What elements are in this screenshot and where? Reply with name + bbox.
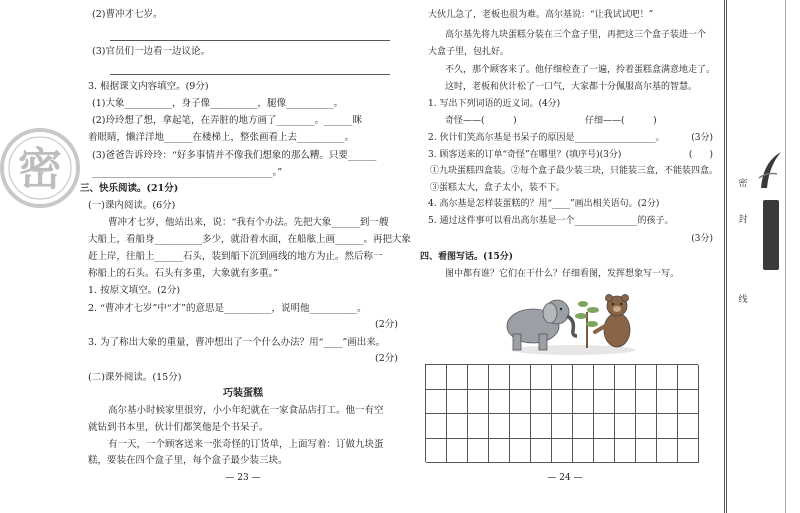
fill-question-title: 3. 根据课文内容填空。(9分) bbox=[88, 81, 209, 92]
answer-line bbox=[110, 74, 390, 75]
binding-strip bbox=[724, 0, 786, 513]
writing-grid-cell bbox=[531, 365, 552, 390]
writing-grid-cell bbox=[615, 414, 636, 439]
writing-grid-cell bbox=[657, 365, 678, 390]
story-title: 巧装蛋糕 bbox=[223, 388, 263, 399]
choice-options: ③蛋糕太大，盒子太小，装不下。 bbox=[430, 183, 566, 193]
question-score: (3分) bbox=[691, 133, 713, 143]
writing-grid-cell bbox=[426, 439, 447, 464]
binding-label: 线 bbox=[738, 295, 748, 305]
writing-grid-cell bbox=[615, 390, 636, 415]
writing-grid-cell bbox=[678, 439, 699, 464]
writing-grid-cell bbox=[426, 365, 447, 390]
writing-grid-cell bbox=[552, 439, 573, 464]
writing-grid-cell bbox=[594, 439, 615, 464]
writing-grid-cell bbox=[531, 390, 552, 415]
illustration-elephant-bear-planting bbox=[495, 286, 645, 356]
writing-grid-cell bbox=[468, 414, 489, 439]
writing-grid-cell bbox=[552, 365, 573, 390]
choice-options: ①九块蛋糕四盒装。②每个盒子最少装三块，只能装三盒，不能装四盒。 bbox=[430, 166, 719, 176]
writing-grid-cell bbox=[468, 390, 489, 415]
writing-grid-cell bbox=[657, 414, 678, 439]
writing-grid-cell bbox=[447, 365, 468, 390]
writing-grid-cell bbox=[489, 439, 510, 464]
writing-grid-cell bbox=[573, 439, 594, 464]
question-score: (2分) bbox=[375, 353, 398, 364]
confidential-stamp bbox=[0, 126, 84, 210]
writing-grid-cell bbox=[636, 365, 657, 390]
page-number: — 23 — bbox=[225, 473, 261, 483]
rewrite-sentence-3: (3)官员们一边看一边议论。 bbox=[92, 46, 210, 57]
writing-grid-cell bbox=[510, 439, 531, 464]
writing-grid-cell bbox=[573, 390, 594, 415]
writing-grid-cell bbox=[636, 390, 657, 415]
publisher-logo-icon bbox=[757, 148, 783, 192]
writing-grid-cell bbox=[657, 390, 678, 415]
writing-grid-cell bbox=[636, 414, 657, 439]
passage-line: 有一天，一个顾客送来一张奇怪的订货单，上面写着：订做九块蛋 bbox=[108, 439, 384, 450]
writing-grid-cell bbox=[594, 390, 615, 415]
sapling bbox=[575, 301, 599, 348]
writing-grid-cell bbox=[573, 365, 594, 390]
writing-grid-cell bbox=[510, 390, 531, 415]
bear bbox=[595, 295, 630, 348]
passage-line: 大伙儿急了，老板也很为难。高尔基说：“让我试试吧！” bbox=[428, 10, 654, 20]
passage-line: 曹冲才七岁，他站出来，说：“我有个办法。先把大象______到一艘 bbox=[108, 217, 389, 228]
answer-parentheses: ( ) bbox=[688, 150, 713, 160]
writing-grid-cell bbox=[573, 414, 594, 439]
writing-grid-cell bbox=[489, 365, 510, 390]
question-1: 1. 按原文填空。(2分) bbox=[88, 285, 181, 296]
writing-grid-cell bbox=[426, 390, 447, 415]
passage-line: 糕，要装在四个盒子里，每个盒子最少装三块。 bbox=[88, 455, 288, 466]
writing-grid bbox=[425, 364, 698, 462]
writing-grid-cell bbox=[678, 414, 699, 439]
question-5: 5. 通过这件事可以看出高尔基是一个______________的孩子。 bbox=[428, 216, 674, 226]
question-score: (2分) bbox=[375, 319, 398, 330]
writing-grid-cell bbox=[615, 365, 636, 390]
fill-line: (3)爸爸告诉玲玲：“好多事情并不像我们想象的那么糟。只要______ bbox=[92, 150, 377, 161]
rewrite-sentence-2: (2)曹冲才七岁。 bbox=[92, 9, 163, 20]
stamp-text: 密 bbox=[18, 144, 62, 195]
question-4: 4. 高尔基是怎样装蛋糕的？用“____”画出相关语句。(2分) bbox=[428, 199, 660, 209]
writing-grid-cell bbox=[657, 439, 678, 464]
writing-grid-cell bbox=[489, 414, 510, 439]
question-score: (3分) bbox=[691, 234, 713, 244]
answer-line bbox=[110, 40, 390, 41]
fill-line: 着眼睛，懒洋洋地______在楼梯上，整张画看上去__________。 bbox=[88, 132, 355, 143]
writing-grid-cell bbox=[468, 365, 489, 390]
passage-line: 高尔基先将九块蛋糕分装在三个盒子里，再把这三个盒子装进一个 bbox=[445, 30, 707, 40]
passage-line: 大船上，看船身__________多少，就沿着水面，在船舷上画______。再把大象 bbox=[88, 234, 412, 245]
section-heading-picture-writing: 四、看图写话。(15分) bbox=[420, 252, 514, 262]
writing-grid-cell bbox=[678, 390, 699, 415]
writing-grid-cell bbox=[489, 390, 510, 415]
question-2: 2. “曹冲才七岁”中“才”的意思是__________，说明他__________。 bbox=[88, 303, 367, 314]
synonym-item: 奇怪——( ) bbox=[445, 116, 517, 126]
publisher-badge-icon bbox=[763, 200, 779, 270]
part-title-in-class-reading: (一)课内阅读。(6分) bbox=[88, 200, 176, 211]
section-heading-reading: 三、快乐阅读。(21分) bbox=[80, 183, 179, 194]
writing-grid-cell bbox=[426, 414, 447, 439]
writing-grid-cell bbox=[678, 365, 699, 390]
question-3: 3. 顾客送来的订单“奇怪”在哪里？(填序号)(3分) bbox=[428, 150, 622, 160]
writing-grid-cell bbox=[531, 414, 552, 439]
synonym-item: 仔细——( ) bbox=[585, 116, 657, 126]
writing-grid-cell bbox=[552, 390, 573, 415]
part-title-extra-reading: (二)课外阅读。(15分) bbox=[88, 372, 182, 383]
writing-prompt: 图中都有谁？它们在干什么？仔细看图，发挥想象写一写。 bbox=[445, 269, 680, 279]
fill-line: (1)大象__________，身子像__________，腿像__________。 bbox=[92, 98, 343, 109]
passage-line: 不久，那个顾客来了。他仔细检查了一遍，拎着蛋糕盒满意地走了。 bbox=[445, 65, 716, 75]
binding-label: 密 bbox=[738, 179, 748, 189]
page-number: — 24 — bbox=[547, 473, 583, 483]
fill-line: ______________________________________。” bbox=[92, 167, 283, 178]
question-2: 2. 伙计们笑高尔基是书呆子的原因是__________________。 bbox=[428, 133, 665, 143]
passage-line: 赶上岸，往船上______石头，装到船下沉到画线的地方为止。然后称一 bbox=[88, 251, 383, 262]
passage-line: 高尔基小时候家里很穷，小小年纪就在一家食品店打工。他一有空 bbox=[108, 405, 384, 416]
writing-grid-cell bbox=[594, 365, 615, 390]
question-1: 1. 写出下列词语的近义词。(4分) bbox=[428, 99, 561, 109]
writing-grid-cell bbox=[447, 439, 468, 464]
writing-grid-cell bbox=[468, 439, 489, 464]
question-3: 3. 为了称出大象的重量，曹冲想出了一个什么办法？用“____”画出来。 bbox=[88, 337, 386, 348]
writing-grid-cell bbox=[552, 414, 573, 439]
passage-line: 称船上的石头。石头有多重，大象就有多重。” bbox=[88, 268, 279, 279]
writing-grid-cell bbox=[447, 390, 468, 415]
binding-label: 封 bbox=[738, 215, 748, 225]
writing-grid-cell bbox=[447, 414, 468, 439]
writing-grid-cell bbox=[615, 439, 636, 464]
elephant bbox=[507, 300, 577, 350]
writing-grid-cell bbox=[636, 439, 657, 464]
passage-line: 这时，老板和伙计松了一口气，大家都十分佩服高尔基的智慧。 bbox=[445, 82, 698, 92]
writing-grid-cell bbox=[531, 439, 552, 464]
passage-line: 就钻到书本里，伙计们都笑他是个书呆子。 bbox=[88, 422, 269, 433]
passage-line: 大盒子里，包扎好。 bbox=[428, 47, 510, 57]
writing-grid-cell bbox=[594, 414, 615, 439]
fill-line: (2)玲玲想了想，拿起笔，在弄脏的地方画了________。______眯 bbox=[92, 115, 362, 126]
writing-grid-cell bbox=[510, 414, 531, 439]
writing-grid-cell bbox=[510, 365, 531, 390]
